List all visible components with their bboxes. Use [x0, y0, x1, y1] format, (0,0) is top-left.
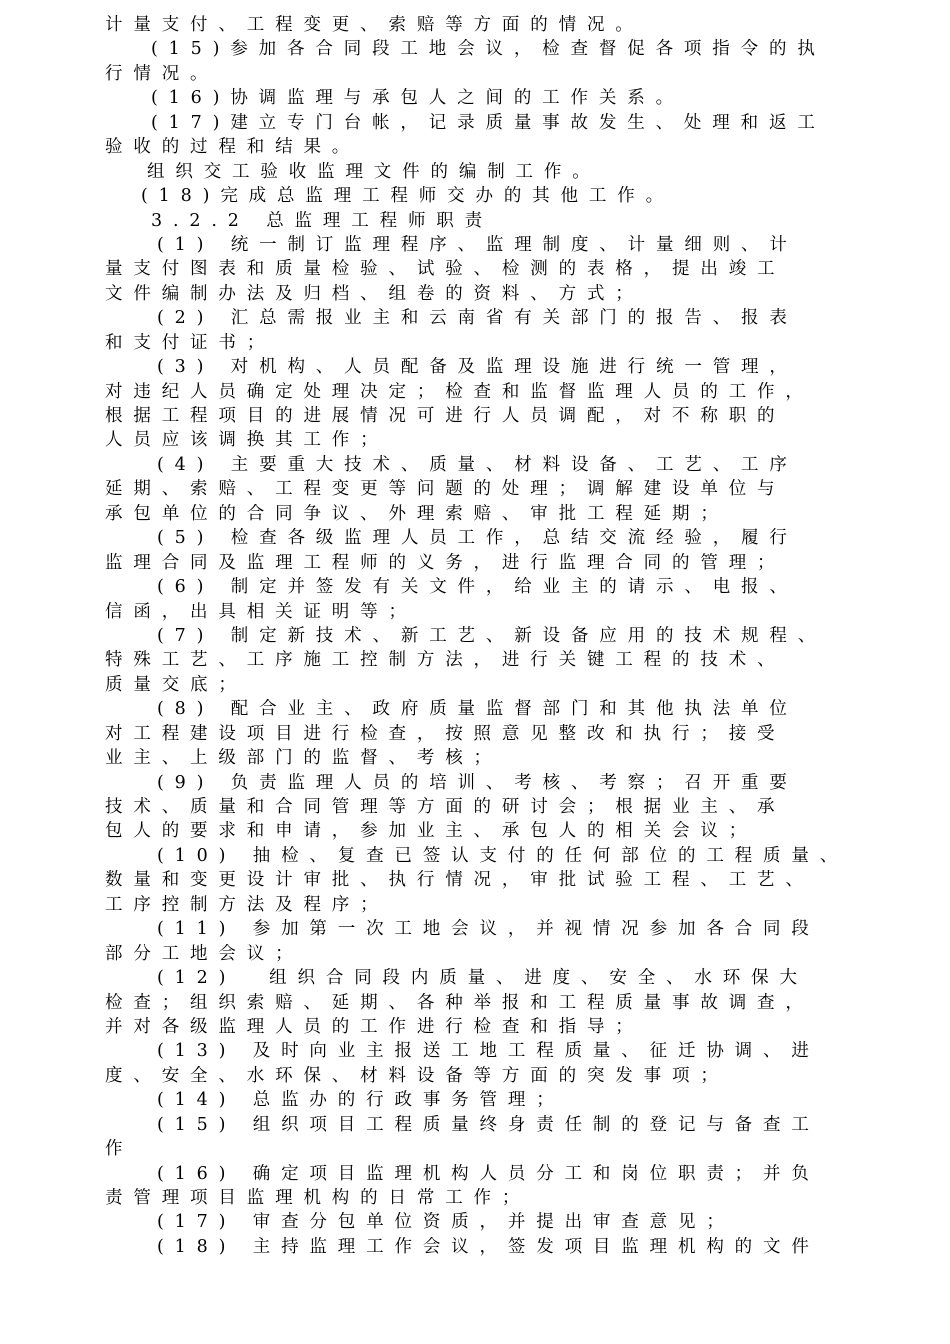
text-line: (12) 组织合同段内质量、进度、安全、水环保大 [157, 968, 808, 989]
text-line: (11) 参加第一次工地会议，并视情况参加各合同段 [157, 919, 820, 940]
text-line: 文件编制办法及归档、组卷的资料、方式； [105, 283, 644, 304]
text-line: (14) 总监办的行政事务管理； [157, 1090, 565, 1111]
text-line: 验收的过程和结果。 [105, 137, 361, 158]
text-line: 监理合同及监理工程师的义务，进行监理合同的管理； [105, 552, 786, 573]
text-line: 数量和变更设计审批、执行情况，审批试验工程、工艺、 [105, 870, 814, 891]
text-line: 并对各级监理人员的工作进行检查和指导； [105, 1016, 644, 1037]
text-line: (2) 汇总需报业主和云南省有关部门的报告、报表 [157, 308, 798, 329]
text-line: 量支付图表和质量检验、试验、检测的表格，提出竣工 [105, 259, 786, 280]
text-line: 工序控制方法及程序； [105, 894, 389, 915]
text-line: 信函，出具相关证明等； [105, 601, 417, 622]
text-line: 和支付证书； [105, 332, 276, 353]
text-line: 延期、索赔、工程变更等问题的处理；调解建设单位与 [105, 479, 786, 500]
text-line: (15) 组织项目工程质量终身责任制的登记与备查工 [157, 1114, 820, 1135]
text-line: 根据工程项目的进展情况可进行人员调配，对不称职的 [105, 406, 786, 426]
text-line: (16) 确定项目监理机构人员分工和岗位职责；并负 [157, 1163, 820, 1184]
text-line: (18) 主持监理工作会议，签发项目监理机构的文件 [157, 1236, 820, 1257]
text-line: 检查；组织索赔、延期、各种举报和工程质量事故调查， [105, 992, 814, 1013]
text-line: (1) 统一制订监理程序、监理制度、计量细则、计 [157, 234, 798, 255]
text-line: 特殊工艺、工序施工控制方法，进行关键工程的技术、 [105, 650, 786, 671]
text-line: (17) 审查分包单位资质，并提出审查意见； [157, 1212, 735, 1233]
text-line: (16)协调监理与承包人之间的工作关系。 [151, 88, 684, 109]
document-body [105, 13, 865, 1259]
text-line: 对违纪人员确定处理决定；检查和监督监理人员的工作， [105, 381, 814, 402]
text-line: (13) 及时向业主报送工地工程质量、征迁协调、进 [157, 1041, 820, 1062]
text-line: (3) 对机构、人员配备及监理设施进行统一管理， [157, 357, 798, 378]
text-line: 组织交工验收监理文件的编制工作。 [147, 161, 601, 182]
text-line: (18)完成总监理工程师交办的其他工作。 [141, 186, 674, 207]
text-line: (5) 检查各级监理人员工作，总结交流经验，履行 [157, 528, 798, 549]
text-line: 责管理项目监理机构的日常工作； [105, 1188, 531, 1208]
text-line: 承包单位的合同争议、外理索赔、审批工程延期； [105, 503, 729, 524]
text-line: (15)参加各合同段工地会议，检查督促各项指令的执 [151, 39, 826, 60]
text-line: 部分工地会议； [105, 943, 304, 964]
text-line: (8) 配合业主、政府质量监督部门和其他执法单位 [157, 699, 798, 720]
text-line: (9) 负责监理人员的培训、考核、考察；召开重要 [157, 772, 798, 793]
text-line: 行情况。 [105, 63, 219, 84]
text-line: 人员应该调换其工作； [105, 430, 389, 451]
text-line: 计量支付、工程变更、索赔等方面的情况。 [105, 15, 644, 35]
text-line: 作 [105, 1139, 134, 1160]
text-line: (7) 制定新技术、新工艺、新设备应用的技术规程、 [157, 625, 827, 646]
text-line: (4) 主要重大技术、质量、材料设备、工艺、工序 [157, 454, 798, 475]
section-heading: 3.2.2 总监理工程师职责 [151, 210, 493, 231]
text-line: 质量交底； [105, 674, 247, 695]
text-line: (17)建立专门台帐，记录质量事故发生、处理和返工 [151, 112, 826, 133]
text-line: (6) 制定并签发有关文件，给业主的请示、电报、 [157, 577, 798, 598]
text-line: 度、安全、水环保、材料设备等方面的突发事项； [105, 1065, 729, 1086]
text-line: 对工程建设项目进行检查，按照意见整改和执行；接受 [105, 723, 786, 744]
text-line: 包人的要求和申请，参加业主、承包人的相关会议； [105, 821, 758, 842]
text-line: 业主、上级部门的监督、考核； [105, 748, 502, 769]
text-line: (10) 抽检、复查已签认支付的任何部位的工程质量、 [157, 845, 849, 866]
text-line: 技术、质量和合同管理等方面的研讨会；根据业主、承 [105, 797, 786, 817]
